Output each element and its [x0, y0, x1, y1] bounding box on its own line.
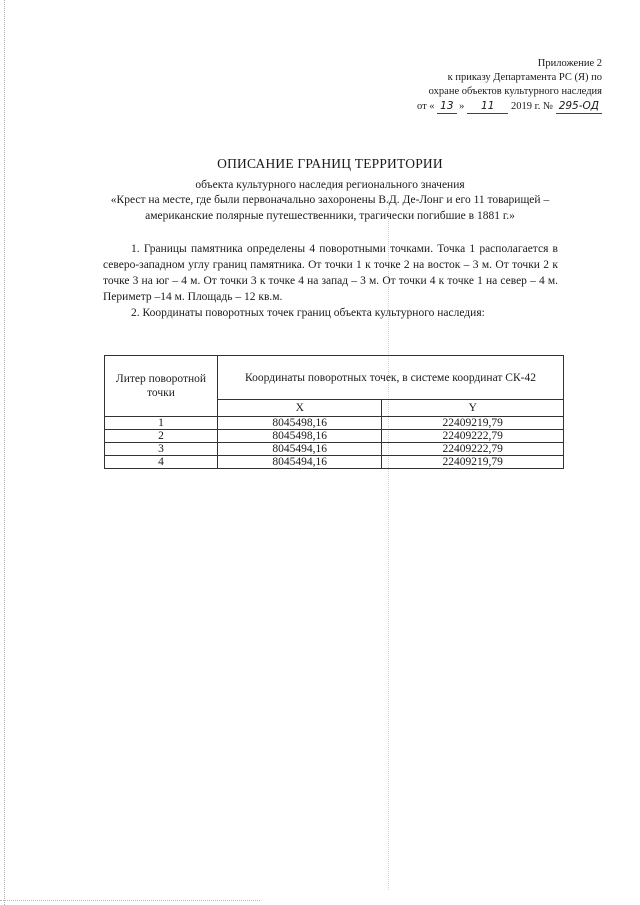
date-day: 13: [437, 99, 456, 114]
y-header: Y: [382, 400, 564, 417]
paragraph-boundaries: 1. Границы памятника определены 4 поворотными точками. Точка 1 располагается в северо-западном углу границ памятника. От точки 1 к точке 2 на восток – 3 м. От точки 2 к точке 3 на юг – 4 м. От точки 3 к точке 4 на запад – 3 м. От точки 4 к точке 1 на север – 4 м. Периметр –14 м. Площадь – 12 кв.м.: [103, 243, 558, 303]
point-cell: 3: [105, 443, 218, 456]
point-cell: 4: [105, 456, 218, 469]
y-cell: 22409219,79: [382, 417, 564, 430]
y-cell: 22409222,79: [382, 443, 564, 456]
document-title: ОПИСАНИЕ ГРАНИЦ ТЕРРИТОРИИ: [217, 156, 443, 171]
appendix-order-ref: к приказу Департамента РС (Я) по: [447, 72, 602, 83]
point-letter-header: Литер поворотной точки: [105, 356, 218, 417]
y-cell: 22409219,79: [382, 456, 564, 469]
date-month: 11: [467, 99, 508, 114]
table-row: [105, 417, 564, 430]
description-text: [103, 241, 558, 321]
x-cell: 8045494,16: [218, 456, 382, 469]
left-margin-dotted-line: [4, 0, 5, 905]
object-name: «Крест на месте, где были первоначально захоронены В.Д. Де-Лонг и его 11 товарищей – американские полярные путешественники, трагически погибшие в 1881 г.»: [110, 194, 550, 222]
appendix-department: охране объектов культурного наследия: [428, 86, 602, 97]
x-cell: 8045498,16: [218, 430, 382, 443]
x-header: X: [218, 400, 382, 417]
table-row: [105, 443, 564, 456]
appendix-number: Приложение 2: [537, 58, 602, 69]
x-cell: 8045494,16: [218, 443, 382, 456]
appendix-header: [342, 57, 602, 114]
point-cell: 1: [105, 417, 218, 430]
order-number: 295-ОД: [556, 99, 602, 114]
table-header-row: [105, 356, 564, 400]
x-cell: 8045498,16: [218, 417, 382, 430]
date-year: 2019 г. №: [511, 101, 554, 112]
table-row: [105, 430, 564, 443]
table-row: [105, 456, 564, 469]
y-cell: 22409222,79: [382, 430, 564, 443]
coordinates-table: [104, 355, 564, 469]
title-block: [90, 156, 570, 224]
date-mid: »: [459, 101, 465, 112]
bottom-dotted-line: [0, 900, 260, 901]
point-cell: 2: [105, 430, 218, 443]
date-prefix: от «: [416, 101, 435, 112]
appendix-date-line: [342, 99, 602, 114]
document-subtitle: объекта культурного наследия регионального значения: [195, 179, 465, 191]
coordinates-header: Координаты поворотных точек, в системе координат СК-42: [218, 356, 564, 400]
paragraph-coordinates-intro: 2. Координаты поворотных точек границ объекта культурного наследия:: [131, 307, 485, 319]
